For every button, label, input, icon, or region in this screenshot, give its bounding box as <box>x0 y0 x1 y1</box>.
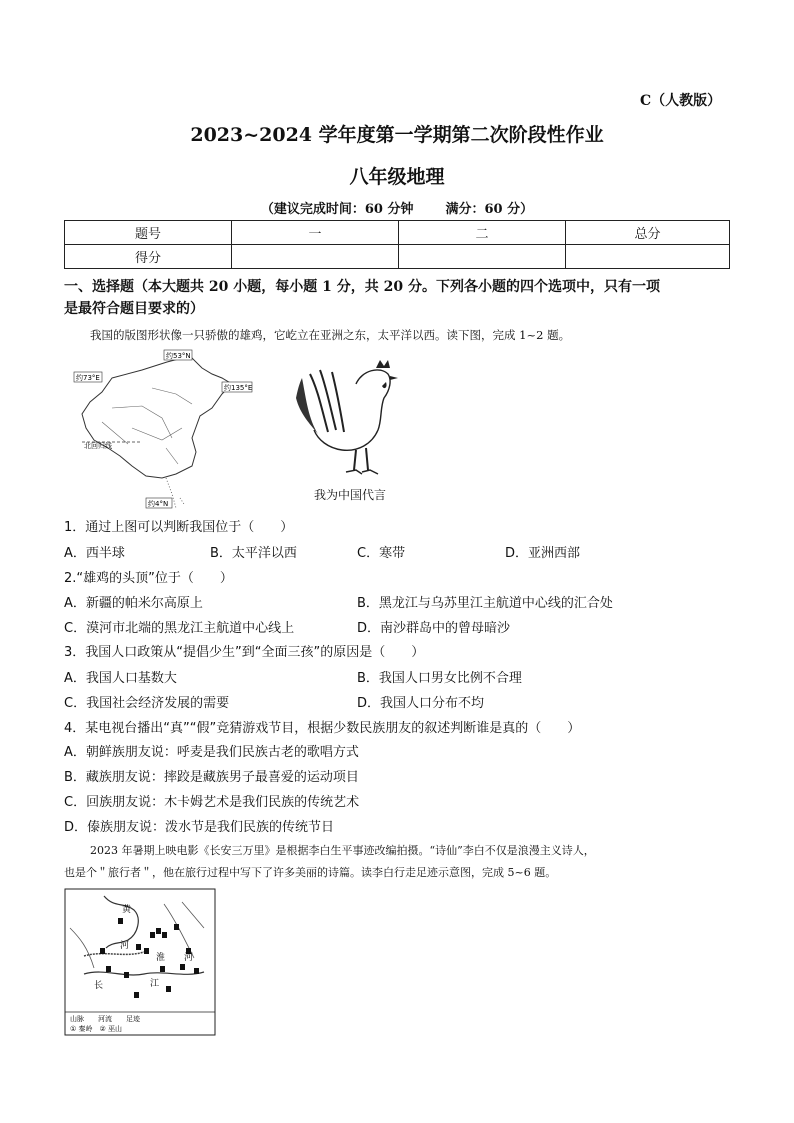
china-map-figure <box>72 348 264 514</box>
question-2-option-a[interactable]: A．新疆的帕米尔高原上 <box>64 596 203 611</box>
li-bai-travel-map <box>64 888 216 1036</box>
question-1-stem: 1．通过上图可以判断我国位于（ ） <box>64 520 294 535</box>
map1-label-135E: 约135°E <box>224 384 253 392</box>
map1-label-4N: 约4°N <box>148 500 169 508</box>
map1-label-73E: 约73°E <box>76 374 100 382</box>
question-3-option-a[interactable]: A．我国人口基数大 <box>64 671 177 686</box>
time-label: （建议完成时间：60 分钟 <box>260 202 414 217</box>
score-cell[interactable] <box>566 245 730 269</box>
question-3-stem: 3．我国人口政策从“提倡少生”到“全面三孩”的原因是（ ） <box>64 645 425 660</box>
map1-label-tropic: 北回归线 <box>84 442 112 450</box>
question-2-option-d[interactable]: D．南沙群岛中的曾母暗沙 <box>357 621 511 636</box>
section-heading <box>64 276 736 320</box>
map2-label-chang: 长 <box>94 981 104 991</box>
question-4-option-d[interactable]: D．傣族朋友说：泼水节是我们民族的传统节日 <box>64 820 335 835</box>
question-4-option-a[interactable]: A．朝鲜族朋友说：呼麦是我们民族古老的歌唱方式 <box>64 745 359 760</box>
score-table <box>64 220 730 269</box>
rooster-caption: 我为中国代言 <box>314 488 387 502</box>
map2-label-jiang: 江 <box>150 979 160 989</box>
question-3-option-b[interactable]: B．我国人口男女比例不合理 <box>357 671 522 686</box>
score-header-cell: 一 <box>232 221 399 245</box>
map2-label-huang: 黄 <box>122 905 132 915</box>
question-1-option-a[interactable]: A．西半球 <box>64 546 125 561</box>
question-1-option-b[interactable]: B．太平洋以西 <box>210 546 297 561</box>
map2-label-huai: 淮 <box>156 953 166 963</box>
question-3-option-c[interactable]: C．我国社会经济发展的需要 <box>64 696 230 711</box>
score-row-label: 得分 <box>65 245 232 269</box>
map2-label-he-2: 河 <box>184 953 194 963</box>
score-header-cell: 二 <box>399 221 566 245</box>
rooster-icon <box>292 358 408 480</box>
edition-label: C（人教版） <box>640 93 722 109</box>
map2-legend-line-1: 山脉 河流 足迹 <box>70 1015 140 1023</box>
score-cell[interactable] <box>399 245 566 269</box>
score-cell[interactable] <box>232 245 399 269</box>
passage-1: 我国的版图形状像一只骄傲的雄鸡，它屹立在亚洲之东，太平洋以西。读下图，完成 1~2 题。 <box>90 328 571 342</box>
question-1-option-d[interactable]: D．亚洲西部 <box>505 546 581 561</box>
score-header-cell: 题号 <box>65 221 232 245</box>
question-3-option-d[interactable]: D．我国人口分布不均 <box>357 696 485 711</box>
page-title: 2023~2024 学年度第一学期第二次阶段性作业 <box>190 124 604 146</box>
subject-title: 八年级地理 <box>349 166 445 188</box>
question-2-option-b[interactable]: B．黑龙江与乌苏里江主航道中心线的汇合处 <box>357 596 613 611</box>
score-header-cell: 总分 <box>566 221 730 245</box>
section-heading-line: 一、选择题（本大题共 20 小题，每小题 1 分，共 20 分。下列各小题的四个选项中，只有一项 <box>64 279 660 295</box>
passage-2-line-1: 2023 年暑期上映电影《长安三万里》是根据李白生平事迹改编拍摄。“诗仙”李白不仅是浪漫主义诗人， <box>90 844 595 857</box>
question-2-stem: 2.“雄鸡的头顶”位于（ ） <box>64 571 233 586</box>
full-score-label: 满分：60 分） <box>445 202 534 217</box>
section-heading-line: 是最符合题目要求的） <box>64 301 204 317</box>
question-1-option-c[interactable]: C．寒带 <box>357 546 406 561</box>
china-outline <box>82 356 232 478</box>
map1-label-53N: 约53°N <box>166 352 191 360</box>
question-4-option-c[interactable]: C．回族朋友说：木卡姆艺术是我们民族的传统艺术 <box>64 795 360 810</box>
passage-2-line-2: 也是个＂旅行者＂，他在旅行过程中写下了许多美丽的诗篇。读李白行走足迹示意图，完成 5~6 题。 <box>64 866 557 879</box>
map2-label-he: 河 <box>120 941 130 951</box>
time-score-info <box>0 198 794 217</box>
question-4-stem: 4．某电视台播出“真”“假”竞猜游戏节目，根据少数民族朋友的叙述判断谁是真的（ ） <box>64 721 581 736</box>
question-2-option-c[interactable]: C．漠河市北端的黑龙江主航道中心线上 <box>64 621 295 636</box>
score-table-header-row <box>65 221 730 245</box>
score-table-row <box>65 245 730 269</box>
map2-legend-line-2: ① 秦岭 ② 巫山 <box>70 1025 123 1033</box>
question-4-option-b[interactable]: B．藏族朋友说：摔跤是藏族男子最喜爱的运动项目 <box>64 770 359 785</box>
